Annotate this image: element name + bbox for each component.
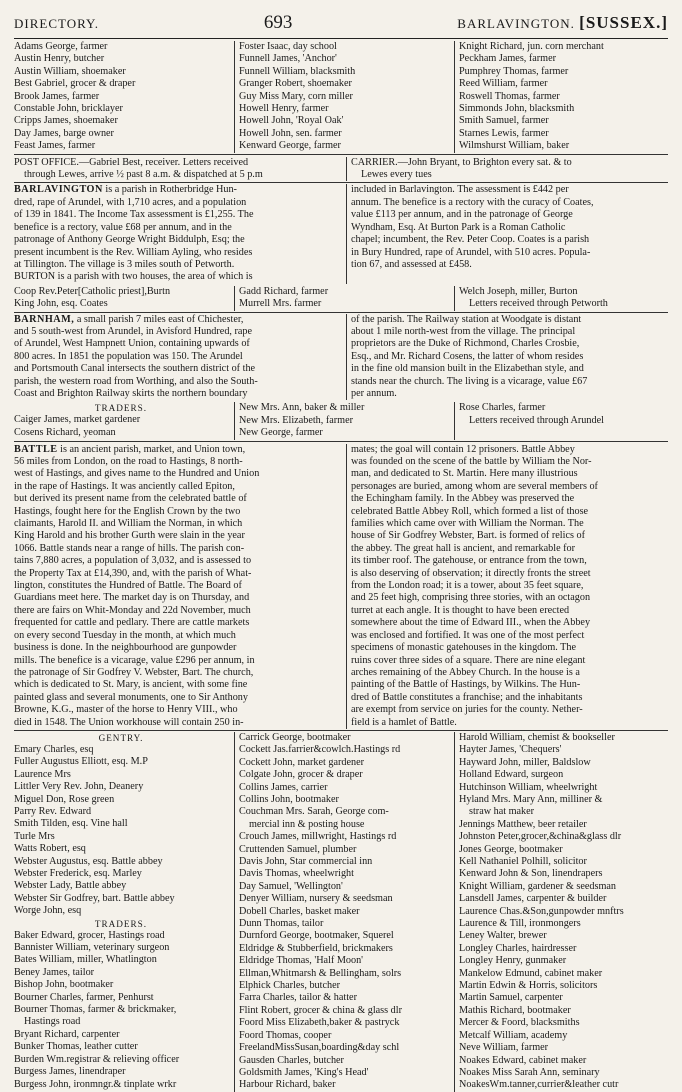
barnham-list-col1 bbox=[14, 402, 228, 439]
list-item: value £113 per annum, and in the patronage of George bbox=[351, 209, 573, 221]
battle-list-col2 bbox=[234, 732, 448, 1092]
list-item: tion 67, and assessed at £458. bbox=[351, 258, 472, 270]
list-item: Browne, K.G., master of the horse to Henry VIII., who bbox=[14, 704, 238, 716]
list-item: Laurence Mrs bbox=[14, 768, 71, 780]
list-item: Wilmshurst William, baker bbox=[459, 140, 570, 152]
list-item: Smith Tilden, esq. Vine hall bbox=[14, 818, 128, 830]
list-item: arches remaining of the Abbey Church. In the house is a bbox=[351, 666, 580, 678]
list-item: is also deserving of observation; it directly fronts the street bbox=[351, 567, 591, 579]
barnham-list-col3 bbox=[454, 402, 668, 439]
list-item: lington, constitutes the Hundred of Battle. The Board of bbox=[14, 580, 242, 592]
list-item: Watts Robert, esq bbox=[14, 843, 86, 855]
list-item: Kenward George, farmer bbox=[239, 140, 341, 152]
list-item: man, and dedicated to St. Martin. Here many illustrious bbox=[351, 468, 578, 480]
list-item: of Arundel, West Hampnett Union, containing upwards of bbox=[14, 338, 250, 350]
list-item: benefice is a rectory, value £68 per annum, and in the bbox=[14, 221, 232, 233]
list-item: mercial inn & posting house bbox=[249, 818, 365, 830]
list-item: Denyer William, nursery & seedsman bbox=[239, 893, 393, 905]
list-item: Laurence & Till, ironmongers bbox=[459, 918, 581, 930]
list-item: Littler Very Rev. John, Deanery bbox=[14, 781, 144, 793]
list-item: Hyland Mrs. Mary Ann, milliner & bbox=[459, 793, 603, 805]
list-item: Reed William, farmer bbox=[459, 78, 548, 90]
list-item: tains 7,880 acres, a population of 3,032, and is assessed to bbox=[14, 555, 252, 567]
list-item: Hastings road bbox=[24, 1016, 81, 1028]
list-item: of the parish. The Railway station at Woodgate is distant bbox=[351, 313, 582, 325]
battle-heading: BATTLE bbox=[14, 443, 58, 455]
list-item: Bates William, miller, Whatlington bbox=[14, 954, 157, 966]
list-item: Johnston Peter,grocer,&china&glass dlr bbox=[459, 831, 622, 843]
list-item: frequented for cattle and pedlary. There are cattle markets bbox=[14, 617, 250, 629]
list-item: Laurence Chas.&Son,gunpowder mnftrs bbox=[459, 905, 624, 917]
list-item: house of Sir Godfrey Webster, Bart. is formed of relics of bbox=[351, 530, 585, 542]
list-item: Gadd Richard, farmer bbox=[239, 285, 329, 297]
list-item: Harold William, chemist & bookseller bbox=[459, 731, 615, 743]
battle-gentry-list bbox=[14, 744, 228, 918]
list-item: Funnell James, 'Anchor' bbox=[239, 53, 337, 65]
list-item: Starnes Lewis, farmer bbox=[459, 127, 549, 139]
list-item: west of Hastings, and gives name to the Hundred and Union bbox=[14, 468, 260, 480]
list-item: the abbey. The great hall is ancient, and remarkable for bbox=[351, 542, 576, 554]
list-item: of 139 in 1841. The Income Tax assessment is £1,255. The bbox=[14, 209, 254, 221]
battle-left bbox=[14, 444, 336, 729]
list-item: Couchman Mrs. Sarah, George com- bbox=[239, 806, 389, 818]
list-item: Day James, barge owner bbox=[14, 127, 114, 139]
list-item: Howell Henry, farmer bbox=[239, 103, 329, 115]
battle-traders-heading: TRADERS. bbox=[94, 918, 148, 929]
list-item: painted glass and several monuments, one to Sir Anthony bbox=[14, 691, 248, 703]
list-item: Adams George, farmer bbox=[14, 41, 108, 52]
barnham-list-col2 bbox=[234, 402, 448, 439]
list-item: BURTON is a parish with two houses, the area of which is bbox=[14, 271, 253, 283]
list-item: Foord Thomas, cooper bbox=[239, 1029, 332, 1041]
list-item: somewhere about the time of Edward III., when the Abbey bbox=[351, 617, 591, 629]
list-item: Webster Augustus, esq. Battle abbey bbox=[14, 855, 163, 867]
list-item: Metcalf William, academy bbox=[459, 1029, 568, 1041]
list-item: Cockett John, market gardener bbox=[239, 756, 365, 768]
header-right bbox=[457, 13, 668, 33]
list-item: Cosens Richard, yeoman bbox=[14, 426, 116, 438]
list-item: Flint Robert, grocer & china & glass dlr bbox=[239, 1004, 402, 1016]
top-list-col1 bbox=[14, 41, 228, 153]
list-item: in the rape of Hastings. It was anciently called Epiton, bbox=[14, 480, 235, 492]
list-item: Cockett Jas.farrier&cowlch.Hastings rd bbox=[239, 744, 401, 756]
header-county: [SUSSEX.] bbox=[579, 13, 668, 32]
barlavington-description bbox=[14, 184, 668, 283]
list-item: Dunn Thomas, tailor bbox=[239, 918, 324, 930]
list-item: Eldridge & Stubberfield, brickmakers bbox=[239, 942, 393, 954]
list-item: on every second Tuesday in the month, at which much bbox=[14, 629, 236, 641]
list-item: Leney Walter, brewer bbox=[459, 930, 547, 942]
list-item: its timber roof. The gatehouse, or entrance from the town, bbox=[351, 555, 587, 567]
list-item: proprietors are the Duke of Richmond, Charles Crosbie, bbox=[351, 338, 580, 350]
list-item: Kenward John & Son, linendrapers bbox=[459, 868, 603, 880]
list-item: Guy Miss Mary, corn miller bbox=[239, 90, 353, 102]
list-item: Coop Rev.Peter[Catholic priest],Burtn bbox=[14, 285, 171, 297]
barnham-left-body bbox=[14, 326, 336, 400]
list-item: Coast and Brighton Railway skirts the northern boundary bbox=[14, 387, 248, 399]
list-item: Davis Thomas, wheelwright bbox=[239, 868, 354, 880]
barnham-left bbox=[14, 314, 336, 401]
list-item: Martin Edwin & Horris, solicitors bbox=[459, 980, 598, 992]
list-item: Bryant Richard, carpenter bbox=[14, 1028, 120, 1040]
list-item: Farra Charles, tailor & hatter bbox=[239, 992, 357, 1004]
list-item: 56 miles from London, on the road to Hastings, 8 north- bbox=[14, 456, 243, 467]
list-item: King John, esq. Coates bbox=[14, 298, 108, 310]
list-item: Bourner Charles, farmer, Penhurst bbox=[14, 991, 154, 1003]
list-item: Webster Lady, Battle abbey bbox=[14, 880, 127, 892]
list-item: Best Gabriel, grocer & draper bbox=[14, 78, 136, 90]
list-item: turret at each angle. It is thought to have been erected bbox=[351, 604, 570, 616]
list-item: Elphick Charles, butcher bbox=[239, 980, 340, 992]
barnham-traders-col1 bbox=[14, 414, 228, 439]
list-item: and 25 feet high, comprising three stories, with an octagon bbox=[351, 592, 591, 604]
list-item: Goldsmith James, 'King's Head' bbox=[239, 1066, 369, 1078]
list-item: Beney James, tailor bbox=[14, 966, 95, 978]
list-item: Noakes Edward, cabinet maker bbox=[459, 1054, 587, 1066]
list-item: NoakesWm.tanner,currier&leather cutr bbox=[459, 1079, 619, 1091]
list-item: Cruttenden Samuel, plumber bbox=[239, 843, 357, 855]
list-item: 800 acres. In 1851 the population was 150. The Arundel bbox=[14, 350, 243, 362]
list-item: stands near the church. The living is a vicarage, value £67 bbox=[351, 375, 588, 387]
list-item: Webster Frederick, esq. Marley bbox=[14, 868, 142, 879]
list-item: Knight Richard, jun. corn merchant bbox=[459, 41, 604, 52]
list-item: Kell Nathaniel Polhill, solicitor bbox=[459, 856, 587, 867]
list-item: Feast James, farmer bbox=[14, 140, 96, 152]
list-item: patronage of Anthony George Wright Biddulph, Esq; the bbox=[14, 234, 245, 246]
list-item: Longley Charles, hairdresser bbox=[459, 942, 577, 954]
barnham-heading: BARNHAM, bbox=[14, 313, 75, 325]
list-item: field is a hamlet of Battle. bbox=[351, 716, 457, 728]
list-item: Smith Samuel, farmer bbox=[459, 115, 549, 127]
list-item: was enclosed and fortified. It was one of the most perfect bbox=[351, 629, 585, 641]
list-item: Turle Mrs bbox=[14, 830, 55, 842]
battle-traders-list bbox=[14, 930, 228, 1091]
list-item: Guardians meet here. The market day is on Thursday, and bbox=[14, 592, 250, 604]
list-item: there are fairs on Whit-Monday and 22d November, much bbox=[14, 604, 251, 616]
list-item: celebrated Battle Abbey Roll, which formed a list of those bbox=[351, 505, 589, 517]
list-item: Colgate John, grocer & draper bbox=[239, 769, 363, 781]
list-item: Holland Edward, surgeon bbox=[459, 769, 564, 781]
list-item: Mankelow Edmund, cabinet maker bbox=[459, 967, 603, 979]
list-item: Bannister William, veterinary surgeon bbox=[14, 942, 170, 954]
barlavington-list-col1 bbox=[14, 286, 228, 311]
list-item: New Mrs. Elizabeth, farmer bbox=[239, 414, 353, 426]
list-item: Miguel Don, Rose green bbox=[14, 793, 115, 805]
page-number: 693 bbox=[263, 12, 293, 33]
barnham-traders-heading: TRADERS. bbox=[94, 403, 148, 414]
list-item: Neve William, farmer bbox=[459, 1042, 549, 1054]
list-item: included in Barlavington. The assessment is £442 per bbox=[351, 184, 569, 196]
list-item: Granger Robert, shoemaker bbox=[239, 78, 352, 90]
list-item: Noakes Miss Sarah Ann, seminary bbox=[459, 1066, 600, 1078]
list-item: Durnford George, bootmaker, Squerel bbox=[239, 930, 394, 942]
list-item: dred, rape of Arundel, with 1,710 acres, and a population bbox=[14, 196, 247, 208]
list-item: Funnell William, blacksmith bbox=[239, 65, 356, 77]
list-item: the patronage of Sir Godfrey V. Webster, Bart. The church, bbox=[14, 666, 254, 678]
battle-description bbox=[14, 444, 668, 731]
list-item: Constable John, bricklayer bbox=[14, 103, 123, 115]
list-item: Caiger James, market gardener bbox=[14, 414, 141, 426]
list-item: Knight William, gardener & seedsman bbox=[459, 880, 616, 892]
battle-list-col3 bbox=[454, 732, 668, 1092]
list-item: about 1 mile north-west from the village. The principal bbox=[351, 325, 576, 337]
list-item: Burgess James, linendraper bbox=[14, 1066, 126, 1078]
list-item: Harbour Richard, baker bbox=[239, 1079, 336, 1091]
barnham-right bbox=[346, 314, 668, 401]
list-item: in the fine old mansion built in the Elizabethan style, and bbox=[351, 363, 584, 375]
list-item: Fuller Augustus Elliott, esq. M.P bbox=[14, 756, 148, 768]
battle-right bbox=[346, 444, 668, 729]
list-item: present incumbent is the Rev. William Ayling, who resides bbox=[14, 246, 253, 258]
directory-page bbox=[14, 0, 668, 1092]
list-item: specimens of monastic gatehouses in the kingdom. The bbox=[351, 642, 577, 654]
list-item: Davis John, Star commercial inn bbox=[239, 856, 373, 867]
list-item: Martin Samuel, carpenter bbox=[459, 992, 563, 1004]
list-item: Lansdell James, carpenter & builder bbox=[459, 893, 607, 905]
list-item: business is done. In the neighbourhood are gunpowder bbox=[14, 642, 237, 654]
barlavington-list-col3 bbox=[454, 286, 668, 311]
list-item: dred of Battle constitutes a franchise; and the inhabitants bbox=[351, 691, 583, 703]
list-item: Day Samuel, 'Wellington' bbox=[239, 880, 343, 892]
list-item: Jones George, bootmaker bbox=[459, 843, 563, 855]
battle-list-col1 bbox=[14, 732, 228, 1092]
list-item: Collins James, carrier bbox=[239, 781, 328, 793]
list-item: Rose Charles, farmer bbox=[459, 402, 546, 414]
list-item: Letters received through Petworth bbox=[469, 298, 608, 310]
list-item: and Portsmouth Canal intersects the southern district of the bbox=[14, 363, 256, 375]
list-item: Austin William, shoemaker bbox=[14, 65, 126, 77]
list-item: Howell John, 'Royal Oak' bbox=[239, 115, 344, 127]
post-office-notice bbox=[14, 157, 668, 184]
list-item: Brook James, farmer bbox=[14, 90, 100, 102]
list-item: New George, farmer bbox=[239, 427, 323, 439]
list-item: the Property Tax at £14,390, and, with the parish of What- bbox=[14, 567, 252, 579]
list-item: POST OFFICE.—Gabriel Best, receiver. Letters received bbox=[14, 156, 249, 168]
barlavington-list-col2 bbox=[234, 286, 448, 311]
list-item: died in 1548. The Union workhouse will contain 250 in- bbox=[14, 716, 244, 728]
list-item: mates; the goal will contain 12 prisoners. Battle Abbey bbox=[351, 443, 575, 455]
list-item: Wyndham, Esq. At Burton Park is a Roman Catholic bbox=[351, 221, 566, 233]
list-item: Ellman,Whitmarsh & Bellingham, solrs bbox=[239, 967, 402, 979]
list-item: Foster Isaac, day school bbox=[239, 41, 337, 52]
list-item: straw hat maker bbox=[469, 806, 535, 818]
list-item: personages are buried, among whom are several members of bbox=[351, 480, 598, 492]
list-item: Lewes every tues bbox=[361, 169, 432, 181]
list-item: Welch Joseph, miller, Burton bbox=[459, 285, 578, 297]
carrier-right bbox=[346, 157, 668, 182]
list-item: in Bury Hundred, rape of Arundel, with 510 acres. Popula- bbox=[351, 246, 591, 258]
post-office-left bbox=[14, 157, 336, 182]
list-item: are exempt from service on juries for the county. Nether- bbox=[351, 704, 583, 716]
battle-left-body bbox=[14, 456, 336, 729]
list-item: Bourner Thomas, farmer & brickmaker, bbox=[14, 1004, 177, 1016]
battle-gentry-heading: GENTRY. bbox=[98, 732, 144, 743]
top-list-col2 bbox=[234, 41, 448, 153]
barlavington-left bbox=[14, 184, 336, 283]
barnham-description bbox=[14, 314, 668, 401]
list-item: per annum. bbox=[351, 387, 397, 399]
list-item: Peckham James, farmer bbox=[459, 53, 557, 65]
list-item: Cripps James, shoemaker bbox=[14, 115, 118, 127]
page-header bbox=[14, 12, 668, 39]
list-item: annum. The benefice is a rectory with the curacy of Coates, bbox=[351, 196, 594, 208]
list-item: Hutchinson William, wheelwright bbox=[459, 781, 598, 793]
list-item: Burden Wm.registrar & relieving officer bbox=[14, 1053, 180, 1065]
list-item: mills. The benefice is a vicarage, value £296 per annum, in bbox=[14, 654, 255, 666]
list-item: Esq., and Mr. Richard Cosens, the latter of whom resides bbox=[351, 350, 584, 362]
list-item: but derived its present name from the celebrated battle of bbox=[14, 493, 247, 505]
list-item: Dobell Charles, basket maker bbox=[239, 905, 360, 917]
barlavington-heading: BARLAVINGTON bbox=[14, 184, 103, 196]
header-left: DIRECTORY. bbox=[14, 16, 100, 31]
list-item: Crouch James, millwright, Hastings rd bbox=[239, 831, 397, 843]
barlavington-list bbox=[14, 286, 668, 313]
list-item: Gausden Charles, butcher bbox=[239, 1054, 344, 1066]
list-item: Murrell Mrs. farmer bbox=[239, 298, 322, 310]
list-item: Collins John, bootmaker bbox=[239, 793, 339, 805]
list-item: which is dedicated to St. Mary, is ancient, with some fine bbox=[14, 679, 248, 691]
list-item: Webster Sir Godfrey, bart. Battle abbey bbox=[14, 892, 175, 904]
list-item: Bishop John, bootmaker bbox=[14, 979, 114, 991]
top-trader-list bbox=[14, 41, 668, 155]
barlavington-right bbox=[346, 184, 668, 283]
list-item: was founded on the scene of the battle by William the Nor- bbox=[351, 456, 592, 467]
list-item: the Echingham family. In the Abbey was preserved the bbox=[351, 493, 575, 505]
list-item: and 5 south-west from Arundel, in Avisford Hundred, rape bbox=[14, 325, 253, 337]
list-item: parish, the western road from Worthing, and also the South- bbox=[14, 375, 258, 387]
list-item: CARRIER.—John Bryant, to Brighton every sat. & to bbox=[351, 156, 572, 168]
list-item: claimants, Harold II. and William the Norman, in which bbox=[14, 518, 243, 530]
list-item: Simmonds John, blacksmith bbox=[459, 103, 575, 115]
list-item: Pumphrey Thomas, farmer bbox=[459, 65, 569, 77]
list-item: at Tillington. The village is 3 miles south of Petworth. bbox=[14, 258, 235, 270]
list-item: Baker Edward, grocer, Hastings road bbox=[14, 929, 165, 941]
list-item: Emary Charles, esq bbox=[14, 743, 94, 755]
list-item: Burgess John, ironmngr.& tinplate wrkr bbox=[14, 1078, 177, 1090]
list-item: Howell John, sen. farmer bbox=[239, 127, 342, 139]
list-item: Austin Henry, butcher bbox=[14, 53, 105, 65]
list-item: FreelandMissSusan,boarding&day schl bbox=[239, 1042, 400, 1054]
list-item: ruins cover three sides of a square. There are nine elegant bbox=[351, 654, 586, 666]
list-item: Hastings, fought here for the English Crown by the two bbox=[14, 505, 241, 517]
list-item: Bunker Thomas, leather cutter bbox=[14, 1041, 138, 1053]
list-item: Roswell Thomas, farmer bbox=[459, 90, 560, 102]
list-item: Mathis Richard, bootmaker bbox=[459, 1004, 571, 1016]
list-item: Jennings Matthew, beer retailer bbox=[459, 818, 587, 830]
top-list-col3 bbox=[454, 41, 668, 153]
list-item: Eldridge Thomas, 'Half Moon' bbox=[239, 955, 364, 967]
battle-list bbox=[14, 732, 668, 1092]
battle-first-line: is an ancient parish, market, and Union town, bbox=[60, 443, 246, 455]
list-item: Hayward John, miller, Baldslow bbox=[459, 756, 591, 768]
barnham-list bbox=[14, 402, 668, 441]
list-item: painting of the Battle of Hastings, by Wilkins. The Hun- bbox=[351, 679, 581, 691]
list-item: Foord Miss Elizabeth,baker & pastryck bbox=[239, 1017, 400, 1029]
barlavington-left-body bbox=[14, 197, 336, 284]
list-item: Letters received through Arundel bbox=[469, 414, 604, 426]
list-item: through Lewes, arrive ½ past 8 a.m. & dispatched at 5 p.m bbox=[24, 169, 263, 181]
list-item: Mercer & Foord, blacksmiths bbox=[459, 1017, 580, 1029]
list-item: Parry Rev. Edward bbox=[14, 805, 92, 817]
barnham-first-line: a small parish 7 miles east of Chichester, bbox=[76, 313, 244, 325]
header-place: BARLAVINGTON. bbox=[457, 16, 575, 31]
list-item: King Harold and his brother Gurth were slain in the year bbox=[14, 530, 245, 542]
list-item: from the London road; it is a tower, about 35 feet square, bbox=[351, 580, 584, 592]
list-item: chapel; incumbent, the Rev. Peter Coop. Coates is a parish bbox=[351, 234, 590, 246]
list-item: Longley Henry, gunmaker bbox=[459, 955, 567, 967]
list-item: Hayter James, 'Chequers' bbox=[459, 744, 562, 756]
barlavington-first-line: is a parish in Rotherbridge Hun- bbox=[105, 184, 237, 196]
list-item: Worge John, esq bbox=[14, 905, 82, 917]
list-item: New Mrs. Ann, baker & miller bbox=[239, 402, 365, 414]
list-item: 1066. Battle stands near a range of hills. The parish con- bbox=[14, 542, 245, 554]
list-item: families which came over with William the Norman. The bbox=[351, 518, 584, 530]
list-item: Carrick George, bootmaker bbox=[239, 731, 351, 743]
